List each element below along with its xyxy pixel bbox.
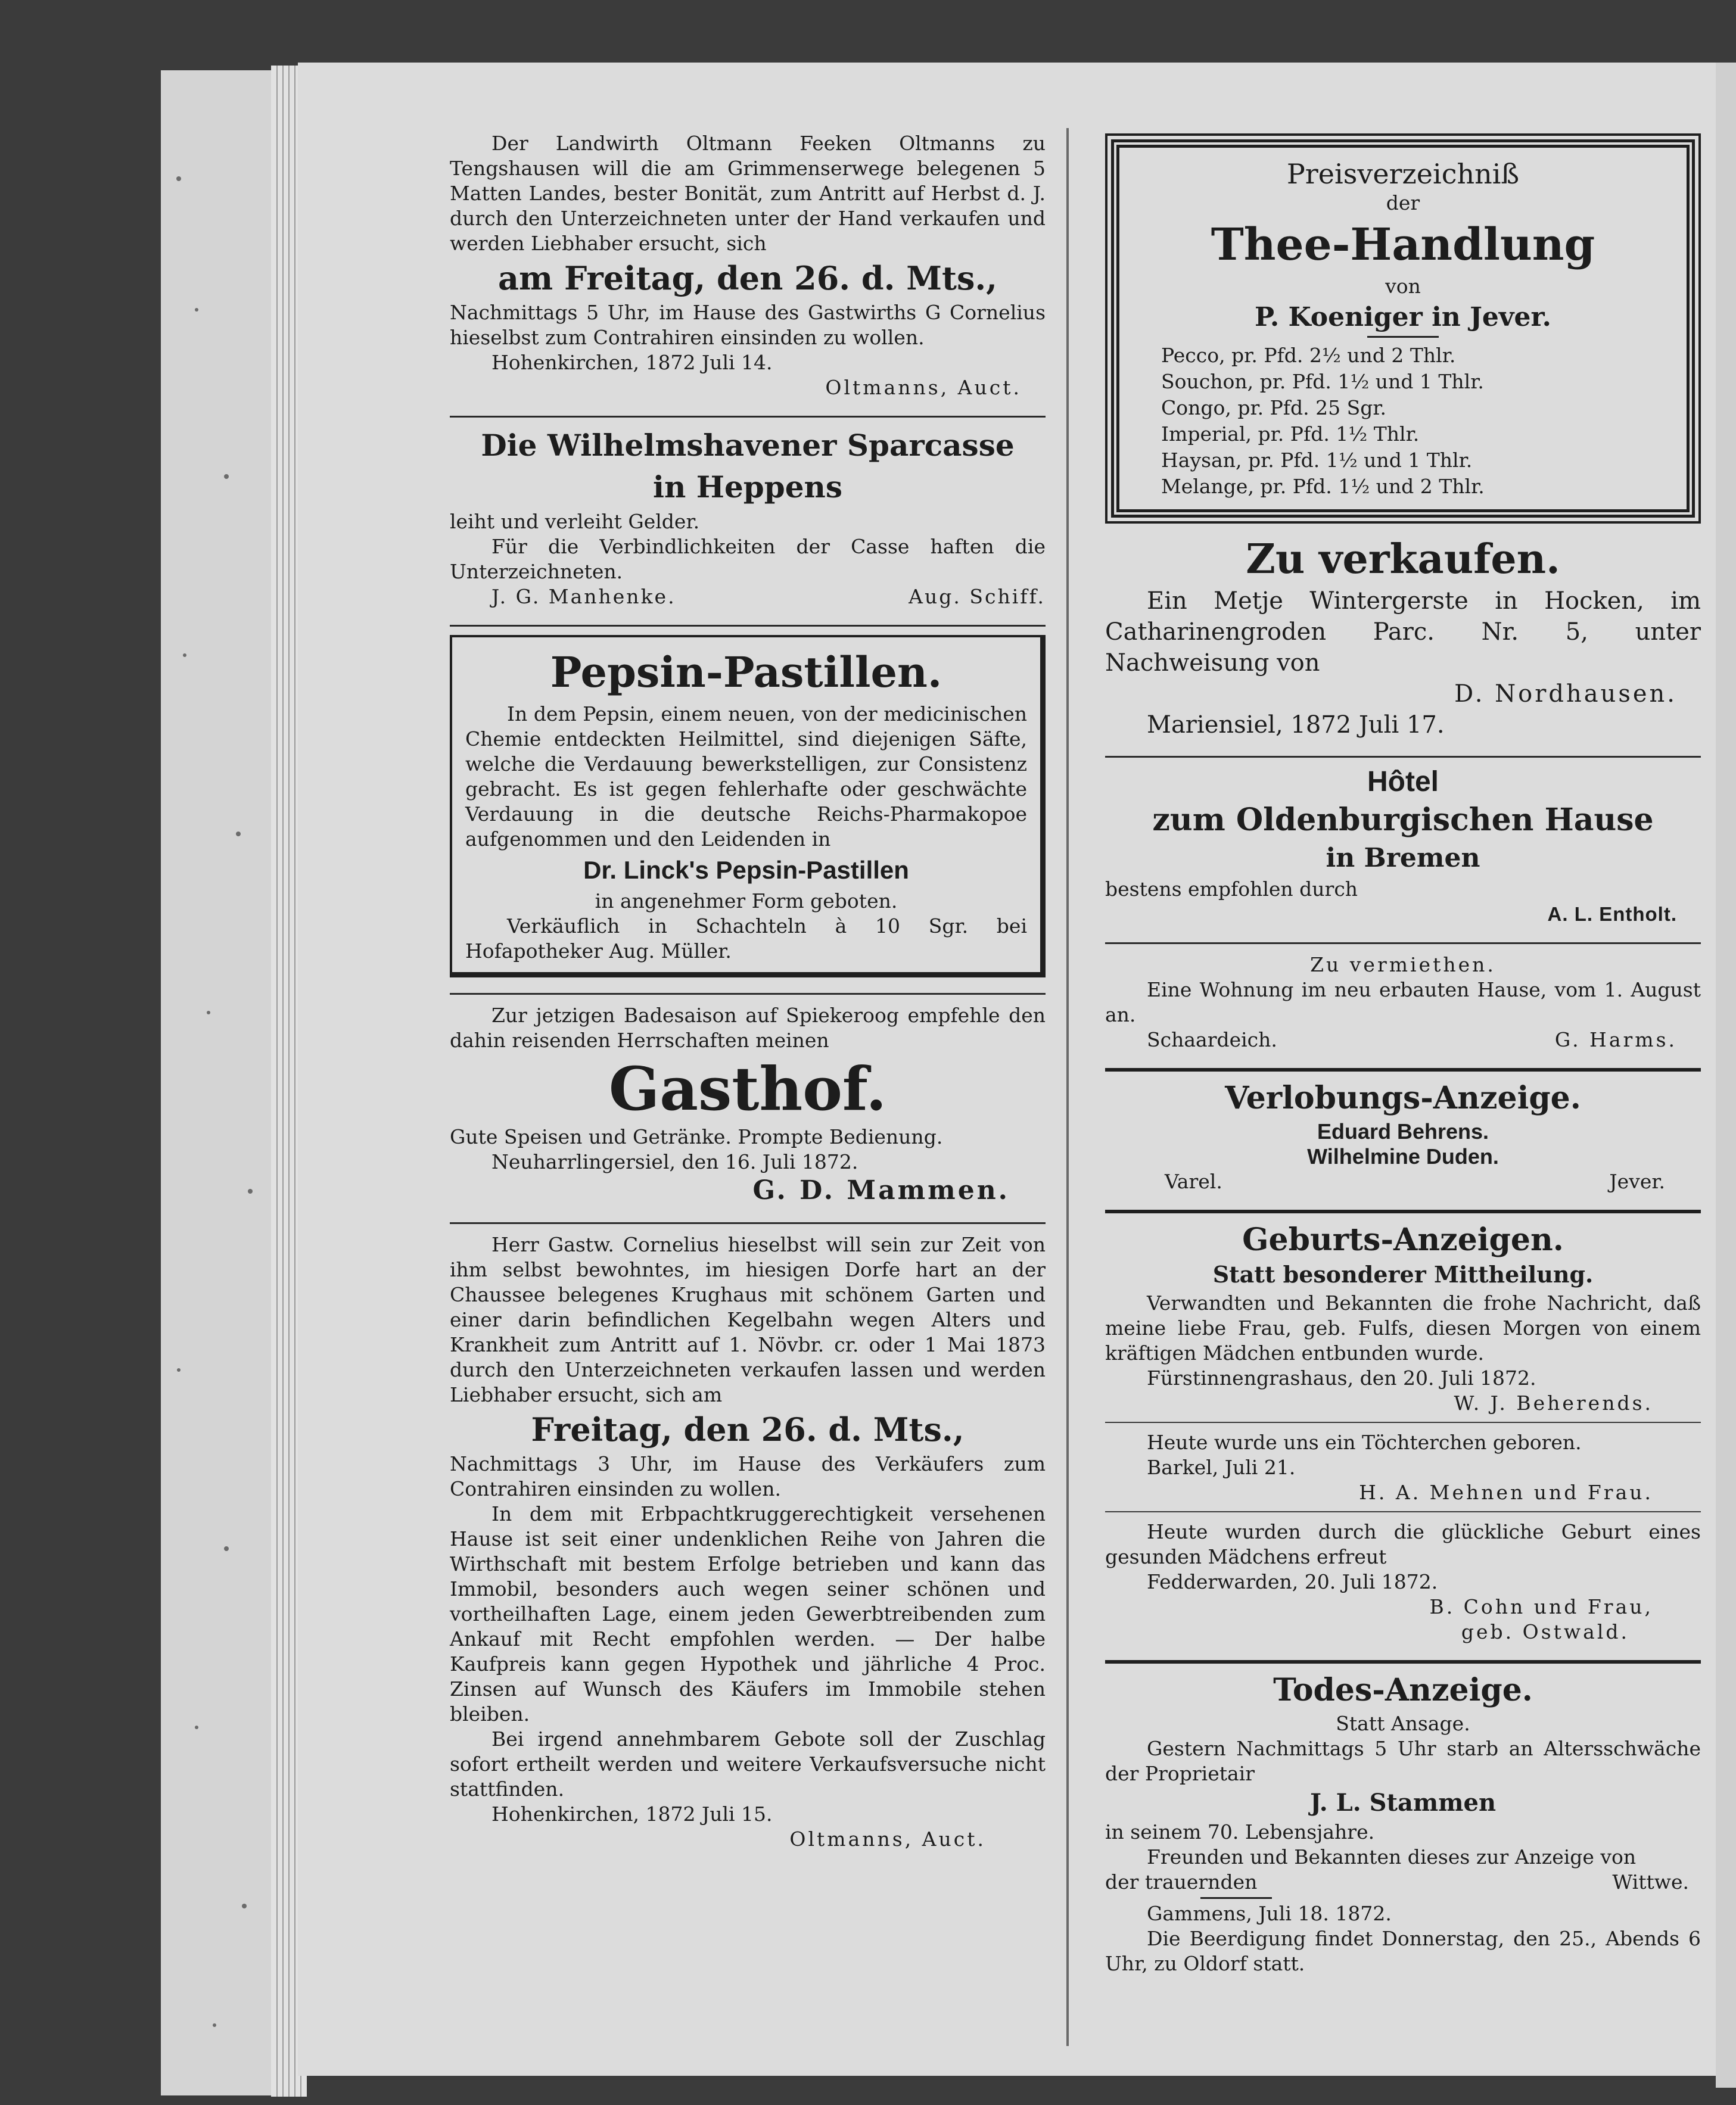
ad-text: Ein Metje Wintergerste in Hocken, im Catharinengroden Parc. Nr. 5, unter Nachweisung von — [1105, 587, 1701, 677]
ad-text: Verwandten und Bekannten die frohe Nachricht, daß meine liebe Frau, geb. Fulfs, diesen Morgen von einem kräftigen Mädchen entbunden wurde. — [1105, 1291, 1701, 1365]
ad-signature: G. Harms. — [1554, 1028, 1677, 1051]
ad-text: Herr Gastw. Cornelius hieselbst will sein zur Zeit von ihm selbst bewohntes, im hiesigen Dorfe hart an der Chaussee belegenes Krughaus mit schönem Garten und einer darin befindlichen Kegelbahn wegen Alters und Krankheit zum Antritt auf 1. Növbr. cr. oder 1 Mai 1873 durch den Unterzeichneten verkaufen lassen und werden Liebhaber ersucht, sich am — [450, 1233, 1046, 1406]
column-separator — [1066, 128, 1069, 2046]
ad-text: Die Beerdigung findet Donnerstag, den 25., Abends 6 Uhr, zu Oldorf statt. — [1105, 1927, 1701, 1975]
ad-text: Gute Speisen und Getränke. Prompte Bedienung. — [450, 1125, 943, 1148]
ad-signature: Wittwe. — [1612, 1870, 1689, 1894]
ad-text: In dem mit Erbpachtkruggerechtigkeit versehenen Hause ist seit einer undenklichen Reihe von Jahren die Wirthschaft mit bestem Erfolge betrieben und kann das Immobil, besonders auch wegen seiner schönen und vortheilhaften Lage, einem jeden Gewerbtreibenden zum Ankauf mit Recht empfohlen werden. — Der halbe Kaufpreis kann gegen Hypothek und jährliche 4 Proc. Zinsen auf Wunsch des Käufers im Immobile stehen bleiben. — [450, 1502, 1046, 1726]
ad-name: Wilhelmine Duden. — [1307, 1144, 1499, 1169]
ad-signature: A. L. Entholt. — [1547, 903, 1677, 925]
ad-product: Dr. Linck's Pepsin-Pastillen — [583, 856, 909, 884]
ad-subheadline: Statt Ansage. — [1336, 1712, 1470, 1735]
ad-headline: Thee-Handlung — [1211, 219, 1595, 270]
divider — [1105, 942, 1701, 944]
ad-engagement — [1105, 1080, 1701, 1194]
ad-hotel — [1105, 766, 1701, 927]
ad-death — [1105, 1672, 1701, 1976]
ad-signature: D. Nordhausen. — [1454, 680, 1677, 708]
ad-text: Eine Wohnung im neu erbauten Hause, vom 1. August an. — [1105, 978, 1701, 1026]
ad-headline: Pepsin-Pastillen. — [550, 647, 942, 697]
ad-subheadline: Statt besonderer Mittheilung. — [1212, 1261, 1594, 1288]
ad-headline: zum Oldenburgischen Hause — [1152, 802, 1654, 838]
ad-text: leiht und verleiht Gelder. — [450, 510, 700, 533]
ad-place-date: Gammens, Juli 18. 1872. — [1147, 1902, 1392, 1925]
ad-name: J. L. Stammen — [1309, 1789, 1497, 1817]
ad-place-date: Neuharrlingersiel, den 16. Juli 1872. — [491, 1150, 858, 1173]
ad-place-date: Mariensiel, 1872 Juli 17. — [1147, 711, 1445, 739]
short-divider — [1200, 1897, 1272, 1899]
ad-text: Freunden und Bekannten dieses zur Anzeige von — [1147, 1845, 1637, 1869]
ad-gasthof — [450, 1003, 1046, 1207]
ad-barley-sale — [1105, 535, 1701, 740]
ad-sparcasse — [450, 426, 1046, 609]
divider — [450, 416, 1046, 418]
ad-text: Verkäuflich in Schachteln à 10 Sgr. bei Hofapotheker Aug. Müller. — [465, 914, 1027, 963]
ad-pepsin — [450, 635, 1046, 977]
ad-footer — [1105, 1027, 1701, 1052]
ad-signature: Oltmanns, Auct. — [825, 376, 1022, 399]
ad-signature: G. D. Mammen. — [752, 1175, 1010, 1206]
ad-text: Für die Verbindlichkeiten der Casse haften die Unterzeichneten. — [450, 535, 1046, 583]
price-item: Haysan, pr. Pfd. 1½ und 1 Thlr. — [1161, 449, 1473, 472]
ad-text: Gestern Nachmittags 5 Uhr starb an Altersschwäche der Proprietair — [1105, 1737, 1701, 1785]
ad-text: In dem Pepsin, einem neuen, von der medicinischen Chemie entdeckten Heilmittel, sind diejenigen Säfte, welche die Verdauung bewerkstelligen, zur Consistenz gebracht. Es ist gegen fehlerhafte oder geschwächte Verdauung in die deutsche Reichs-Pharmakopoe aufgenommen und den Leidenden in — [465, 702, 1027, 851]
price-item: Imperial, pr. Pfd. 1½ Thlr. — [1161, 422, 1420, 446]
ad-headline: in Heppens — [652, 469, 843, 505]
ad-headline: Zu vermiethen. — [1310, 953, 1496, 976]
ad-headline: am Freitag, den 26. d. Mts., — [498, 259, 997, 297]
ad-headline: Verlobungs-Anzeige. — [1225, 1080, 1581, 1116]
ad-signature: H. A. Mehnen und Frau. — [1359, 1481, 1653, 1504]
ad-headline: Hôtel — [1367, 766, 1439, 798]
ad-text: der — [1386, 191, 1420, 214]
ad-footer — [1105, 1169, 1701, 1194]
ad-place-date: Hohenkirchen, 1872 Juli 15. — [491, 1802, 773, 1826]
ad-place-date: Hohenkirchen, 1872 Juli 14. — [491, 351, 773, 374]
price-item: Melange, pr. Pfd. 1½ und 2 Thlr. — [1161, 475, 1485, 498]
ad-name: Eduard Behrens. — [1317, 1119, 1489, 1144]
ad-text: der trauernden — [1105, 1870, 1258, 1894]
ad-births — [1105, 1222, 1701, 1645]
price-item: Congo, pr. Pfd. 25 Sgr. — [1161, 396, 1386, 419]
ad-text: Nachmittags 5 Uhr, im Hause des Gastwirths G Cornelius hieselbst zum Contrahiren einsinden zu wollen. — [450, 301, 1046, 349]
divider — [1105, 756, 1701, 758]
ad-place: Varel. — [1165, 1170, 1222, 1193]
ad-text: Der Landwirth Oltmann Feeken Oltmanns zu Tengshausen will die am Grimmenserwege belegenen 5 Matten Landes, bester Bonität, zum Antritt auf Herbst d. J. durch den Unterzeichneten unter der Hand verkaufen und werden Liebhaber ersucht, sich — [450, 132, 1046, 255]
ad-headline: Geburts-Anzeigen. — [1242, 1222, 1564, 1258]
price-item: Souchon, pr. Pfd. 1½ und 1 Thlr. — [1161, 370, 1484, 393]
left-column — [450, 131, 1046, 1867]
right-column — [1105, 131, 1701, 1992]
ad-text: Heute wurde uns ein Töchterchen geboren. — [1147, 1431, 1582, 1454]
ad-land-sale — [450, 131, 1046, 400]
ad-signature: Aug. Schiff. — [909, 585, 1046, 608]
ad-headline: Gasthof. — [608, 1054, 887, 1124]
ad-place: Jever. — [1609, 1170, 1665, 1193]
ad-place-date: Fürstinnengrashaus, den 20. Juli 1872. — [1147, 1366, 1536, 1390]
ad-owner: P. Koeniger in Jever. — [1255, 302, 1551, 332]
short-divider — [1367, 336, 1439, 338]
ad-title: Preisverzeichniß — [1286, 158, 1520, 190]
ad-text: bestens empfohlen durch — [1105, 877, 1358, 901]
divider — [450, 625, 1046, 627]
ad-place-date: Fedderwarden, 20. Juli 1872. — [1147, 1570, 1438, 1593]
ad-footer — [1105, 1870, 1701, 1895]
divider — [450, 993, 1046, 995]
ad-place-date: Barkel, Juli 21. — [1147, 1456, 1296, 1479]
ad-text: in seinem 70. Lebensjahre. — [1105, 1820, 1375, 1844]
ad-headline: Freitag, den 26. d. Mts., — [531, 1410, 965, 1449]
divider — [1105, 1068, 1701, 1072]
divider — [1105, 1511, 1701, 1512]
ad-signature: geb. Ostwald. — [1461, 1620, 1629, 1643]
ad-krughaus — [450, 1232, 1046, 1852]
divider — [1105, 1210, 1701, 1213]
ad-tea-price-list — [1111, 139, 1695, 518]
ad-rent — [1105, 952, 1701, 1052]
ad-headline: Todes-Anzeige. — [1273, 1672, 1533, 1708]
ad-signature: B. Cohn und Frau, — [1429, 1595, 1653, 1618]
ad-text: in angenehmer Form geboten. — [595, 889, 898, 913]
ad-signature: W. J. Beherends. — [1454, 1391, 1653, 1415]
ad-headline: in Bremen — [1326, 843, 1480, 873]
ad-place: Schaardeich. — [1147, 1028, 1277, 1051]
divider — [1105, 1422, 1701, 1423]
ad-text: Zur jetzigen Badesaison auf Spiekeroog empfehle den dahin reisenden Herrschaften meinen — [450, 1004, 1046, 1052]
ad-headline: Die Wilhelmshavener Sparcasse — [481, 428, 1015, 463]
newspaper-page — [298, 63, 1716, 2076]
ad-signature: J. G. Manhenke. — [491, 585, 676, 608]
price-item: Pecco, pr. Pfd. 2½ und 2 Thlr. — [1161, 344, 1456, 367]
divider — [1105, 1660, 1701, 1664]
divider — [450, 1222, 1046, 1224]
ad-text: von — [1385, 275, 1421, 298]
ad-signatures — [450, 584, 1046, 609]
ad-signature: Oltmanns, Auct. — [789, 1827, 986, 1851]
ad-text: Bei irgend annehmbarem Gebote soll der Zuschlag sofort ertheilt werden und weitere Verkaufsversuche nicht stattfinden. — [450, 1727, 1046, 1801]
ad-text: Nachmittags 3 Uhr, im Hause des Verkäufers zum Contrahiren einsinden zu wollen. — [450, 1452, 1046, 1500]
ad-headline: Zu verkaufen. — [1246, 535, 1560, 583]
ad-text: Heute wurden durch die glückliche Geburt eines gesunden Mädchens erfreut — [1105, 1520, 1701, 1568]
